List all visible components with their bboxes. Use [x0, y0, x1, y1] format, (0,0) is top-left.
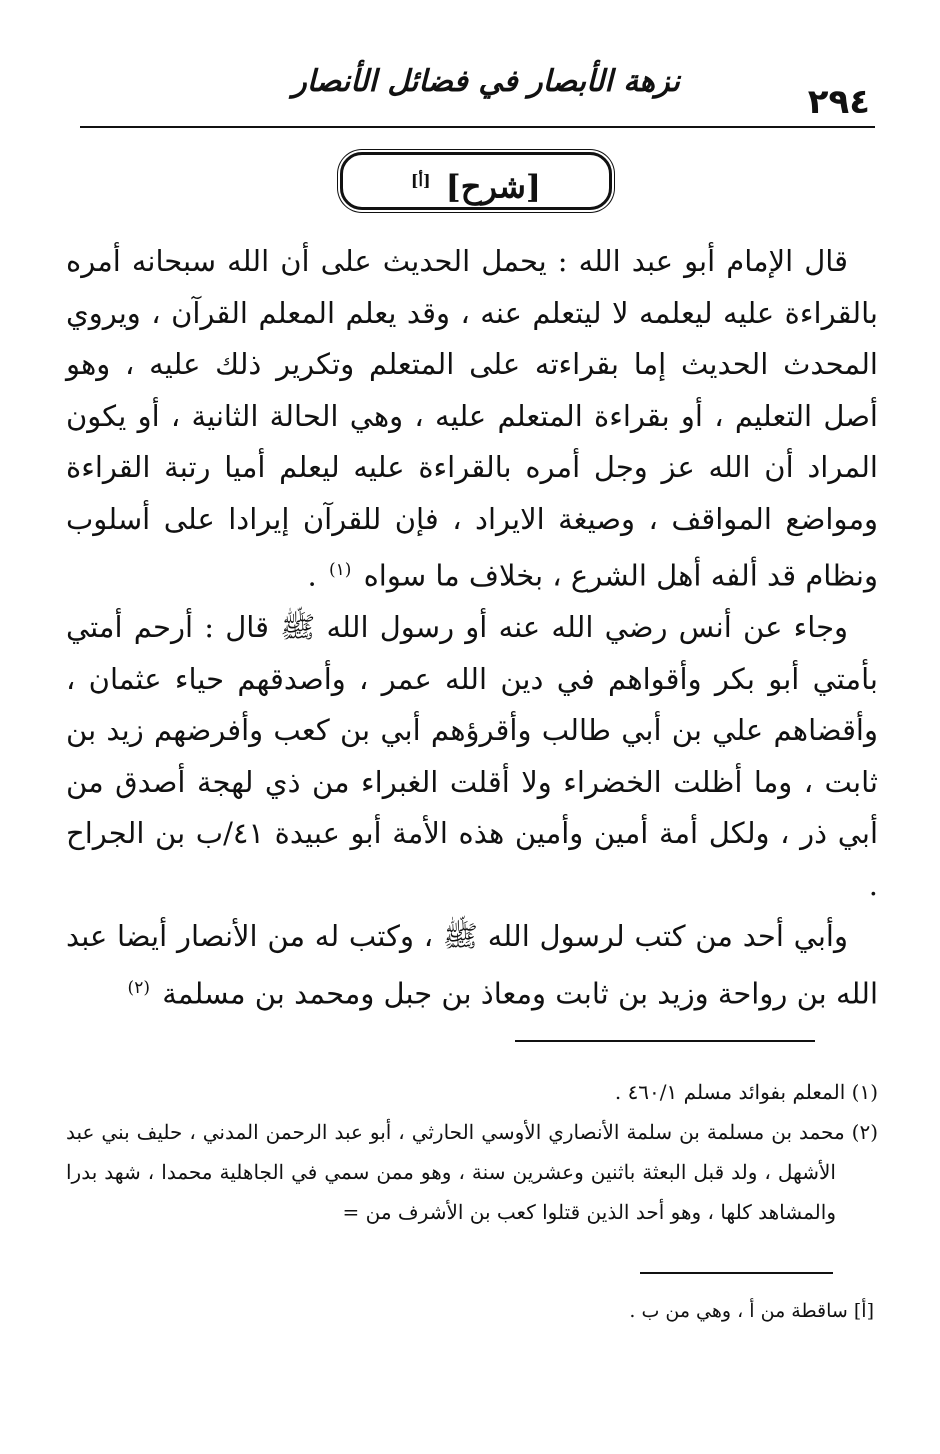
footnote-2: (٢) محمد بن مسلمة بن سلمة الأنصاري الأوسي الحارثي ، أبو عبد الرحمن المدني ، حليف بني عبد الأشهل ، ولد قبل البعثة باثنين وعشرين سنة ، وهو ممن سمي في الجاهلية محمدا ، شهد بدرا والمشاهد كلها ، وهو أحد الذين قتلوا كعب بن الأشرف من =	[66, 1120, 878, 1224]
section-variant-ref: [أ]	[410, 171, 431, 190]
variant-separator	[640, 1272, 833, 1274]
paragraph-text: وجاء عن أنس رضي الله عنه أو رسول الله ﷺ قال : أرحم أمتي بأمتي أبو بكر وأقواهم في دين الله عمر ، وأصدقهم حياء عثمان ، وأقضاهم علي بن أبي طالب وأقرؤهم أبي بن كعب وأفرضهم زيد بن ثابت ، وما أظلت الخضراء ولا أقلت الغبراء من ذي لهجة أصدق من أبي ذر ، ولكل أمة أمين وأمين هذه الأمة أبو عبيدة ٤١/ب بن الجراح .	[66, 610, 879, 902]
paragraph-text: قال الإمام أبو عبد الله : يحمل الحديث على أن الله سبحانه أمره بالقراءة عليه ليعلمه لا ليتعلم عنه ، وقد يعلم المعلم القرآن ، ويروي المحدث الحديث إما بقراءته على المتعلم وتكرير ذلك عليه ، وهو أصل التعليم ، أو بقراءة المتعلم عليه ، وهي الحالة الثانية ، أو يكون المراد أن الله عز وجل أمره بالقراءة عليه ليعلم أميا رتبة القراءة ومواضع المواقف ، وصيغة الايراد ، فإن للقرآن إيرادا على أسلوب ونظام قد ألفه أهل الشرع ، بخلاف ما سواه	[66, 244, 878, 593]
paragraph-1	[66, 236, 878, 602]
paragraph-3	[66, 911, 878, 1020]
running-title: نزهة الأبصار في فضائل الأنصار	[292, 64, 680, 99]
footnote-ref-1: (١)	[328, 560, 352, 580]
section-title-line	[343, 155, 609, 213]
footnote-separator	[515, 1040, 815, 1042]
page-number: ٢٩٤	[807, 82, 870, 122]
footnote-ref-2: (٢)	[127, 977, 150, 998]
footnote-1: (١) المعلم بفوائد مسلم ٤٦٠/١ .	[614, 1080, 878, 1104]
footnotes	[66, 1072, 878, 1232]
section-heading-box	[340, 152, 612, 210]
paragraph-end: .	[307, 558, 326, 593]
paragraph-2	[66, 602, 878, 911]
section-title: [شرح]	[445, 167, 542, 206]
main-text	[66, 236, 878, 1020]
paragraph-text: وأبي أحد من كتب لرسول الله ﷺ ، وكتب له من الأنصار أيضا عبد الله بن رواحة وزيد بن ثابت ومعاذ بن جبل ومحمد بن مسلمة	[66, 919, 878, 1011]
variant-note: [أ] ساقطة من أ ، وهي من ب .	[629, 1300, 874, 1322]
header-rule	[80, 126, 875, 128]
